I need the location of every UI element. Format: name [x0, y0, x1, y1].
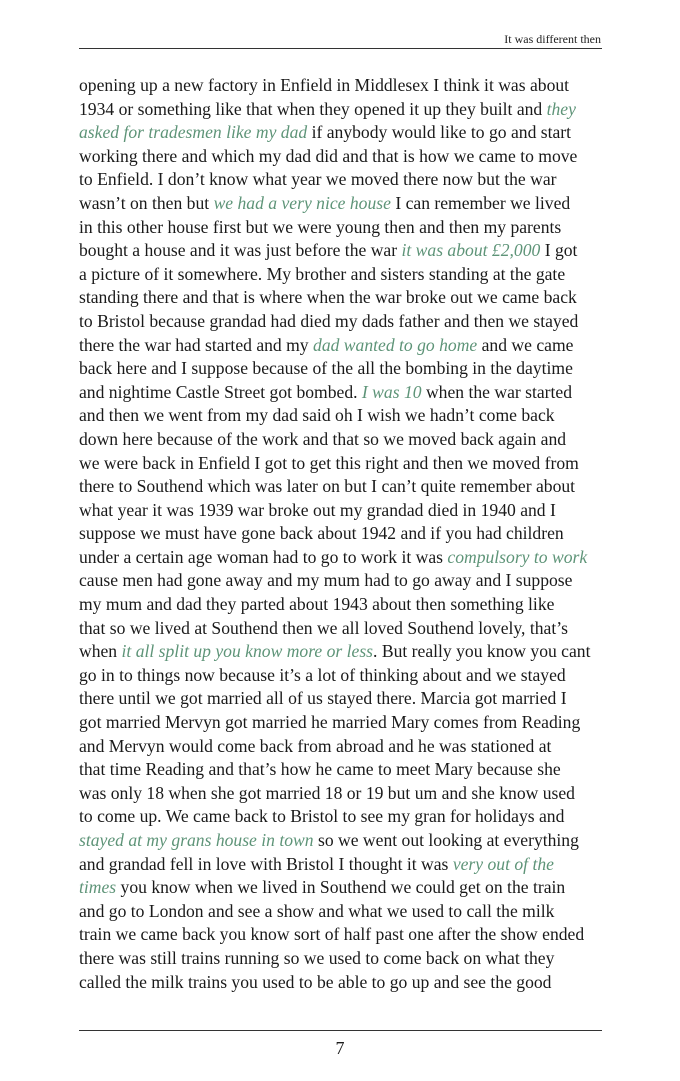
highlighted-quote: compulsory to work	[447, 546, 588, 567]
text-run: and we came	[477, 334, 574, 355]
text-run: and grandad fell in love with Bristol I thought it was	[79, 853, 453, 874]
body-text	[79, 74, 605, 994]
text-run: wasn’t on then but	[79, 192, 214, 213]
text-run: . But really you know you cant	[373, 641, 591, 662]
text-run: you know when we lived in Southend we could get on the train	[116, 877, 566, 898]
header-rule	[79, 48, 602, 49]
text-run: to Enfield. I don’t know what year we moved there now but the war	[79, 169, 557, 190]
text-run: that so we lived at Southend then we all loved Southend lovely, that’s	[79, 617, 568, 638]
text-run: I can remember we lived	[390, 192, 571, 213]
highlighted-quote: dad wanted to go home	[313, 334, 478, 355]
text-run: so we went out looking at everything	[313, 830, 579, 850]
text-line	[79, 640, 605, 664]
text-line	[79, 145, 605, 169]
text-line	[79, 334, 605, 358]
text-run: I got	[540, 240, 578, 261]
text-line	[79, 499, 605, 523]
text-line	[79, 310, 605, 334]
text-run: under a certain age woman had to go to work it was	[79, 546, 448, 567]
text-line	[79, 98, 605, 122]
text-run: down here because of the work and that so we moved back again and	[79, 428, 567, 449]
text-line	[79, 357, 605, 381]
text-line	[79, 475, 605, 499]
text-line	[79, 168, 605, 192]
text-line	[79, 805, 605, 829]
text-line	[79, 971, 605, 995]
text-run: 1934 or something like that when they opened it up they built and	[79, 98, 547, 119]
page-number: 7	[335, 1038, 345, 1058]
text-run: my mum and dad they parted about 1943 about then something like	[79, 594, 555, 615]
text-line	[79, 829, 605, 853]
text-run: bought a house and it was just before the war	[79, 240, 402, 261]
text-run: there was still trains running so we used to come back on what they	[79, 947, 555, 968]
text-line	[79, 947, 605, 971]
highlighted-quote: very out of the	[452, 853, 554, 874]
text-run: was only 18 when she got married 18 or 19 but um and she know used	[79, 782, 575, 803]
text-run: that time Reading and that’s how he came to meet Mary because she	[79, 759, 561, 780]
text-line	[79, 593, 605, 617]
text-line	[79, 923, 605, 947]
text-line	[79, 522, 605, 546]
highlighted-quote: stayed at my grans house in town	[79, 830, 314, 850]
text-line	[79, 381, 605, 405]
text-line	[79, 452, 605, 476]
text-run: called the milk trains you used to be able to go up and see the good	[79, 971, 552, 992]
text-line	[79, 216, 605, 240]
text-line	[79, 546, 605, 570]
text-line	[79, 687, 605, 711]
highlighted-quote: times	[79, 877, 117, 898]
highlighted-quote: I was 10	[361, 381, 422, 402]
text-line	[79, 664, 605, 688]
text-line	[79, 853, 605, 877]
text-line	[79, 900, 605, 924]
highlighted-quote: we had a very nice house	[213, 192, 391, 213]
text-run: we were back in Enfield I got to get this right and then we moved from	[79, 452, 579, 473]
footer-rule	[79, 1030, 602, 1031]
highlighted-quote: asked for tradesmen like my dad	[79, 122, 308, 143]
text-line	[79, 263, 605, 287]
text-run: when	[79, 641, 122, 662]
text-line	[79, 758, 605, 782]
text-line	[79, 735, 605, 759]
text-line	[79, 428, 605, 452]
text-run: cause men had gone away and my mum had to go away and I suppose	[79, 570, 573, 591]
text-run: and Mervyn would come back from abroad and he was stationed at	[79, 735, 552, 756]
text-run: a picture of it somewhere. My brother and sisters standing at the gate	[79, 263, 566, 284]
text-run: there to Southend which was later on but I can’t quite remember about	[79, 476, 576, 497]
text-run: opening up a new factory in Enfield in Middlesex I think it was about	[79, 75, 570, 95]
text-run: when the war started	[421, 381, 573, 402]
text-line	[79, 404, 605, 428]
text-run: and nightime Castle Street got bombed.	[79, 381, 362, 402]
text-line	[79, 286, 605, 310]
text-run: working there and which my dad did and that is how we came to move	[79, 145, 578, 166]
text-run: and then we went from my dad said oh I wish we hadn’t come back	[79, 405, 555, 426]
text-line	[79, 617, 605, 641]
text-run: to Bristol because grandad had died my dads father and then we stayed	[79, 310, 579, 331]
text-run: got married Mervyn got married he married Mary comes from Reading	[79, 712, 581, 733]
text-run: and go to London and see a show and what we used to call the milk	[79, 900, 555, 921]
highlighted-quote: they	[546, 98, 576, 119]
text-run: train we came back you know sort of half past one after the show ended	[79, 924, 585, 945]
text-run: standing there and that is where when the war broke out we came back	[79, 287, 577, 308]
text-run: there until we got married all of us stayed there. Marcia got married I	[79, 688, 567, 709]
text-line	[79, 569, 605, 593]
text-line	[79, 192, 605, 216]
text-line	[79, 74, 605, 98]
text-run: if anybody would like to go and start	[307, 122, 572, 143]
text-line	[79, 782, 605, 806]
text-run: in this other house first but we were young then and then my parents	[79, 216, 562, 237]
text-run: suppose we must have gone back about 1942 and if you had children	[79, 523, 564, 544]
text-run: what year it was 1939 war broke out my grandad died in 1940 and I	[79, 499, 556, 520]
text-line	[79, 121, 605, 145]
text-line	[79, 239, 605, 263]
text-line	[79, 876, 605, 900]
text-run: to come up. We came back to Bristol to see my gran for holidays and	[79, 806, 565, 827]
highlighted-quote: it was about £2,000	[401, 240, 541, 261]
text-run: go in to things now because it’s a lot of thinking about and we stayed	[79, 664, 566, 685]
highlighted-quote: it all split up you know more or less	[121, 641, 374, 662]
running-header: It was different then	[504, 32, 601, 46]
text-line	[79, 711, 605, 735]
text-run: back here and I suppose because of the all the bombing in the daytime	[79, 358, 573, 379]
text-run: there the war had started and my	[79, 334, 314, 355]
